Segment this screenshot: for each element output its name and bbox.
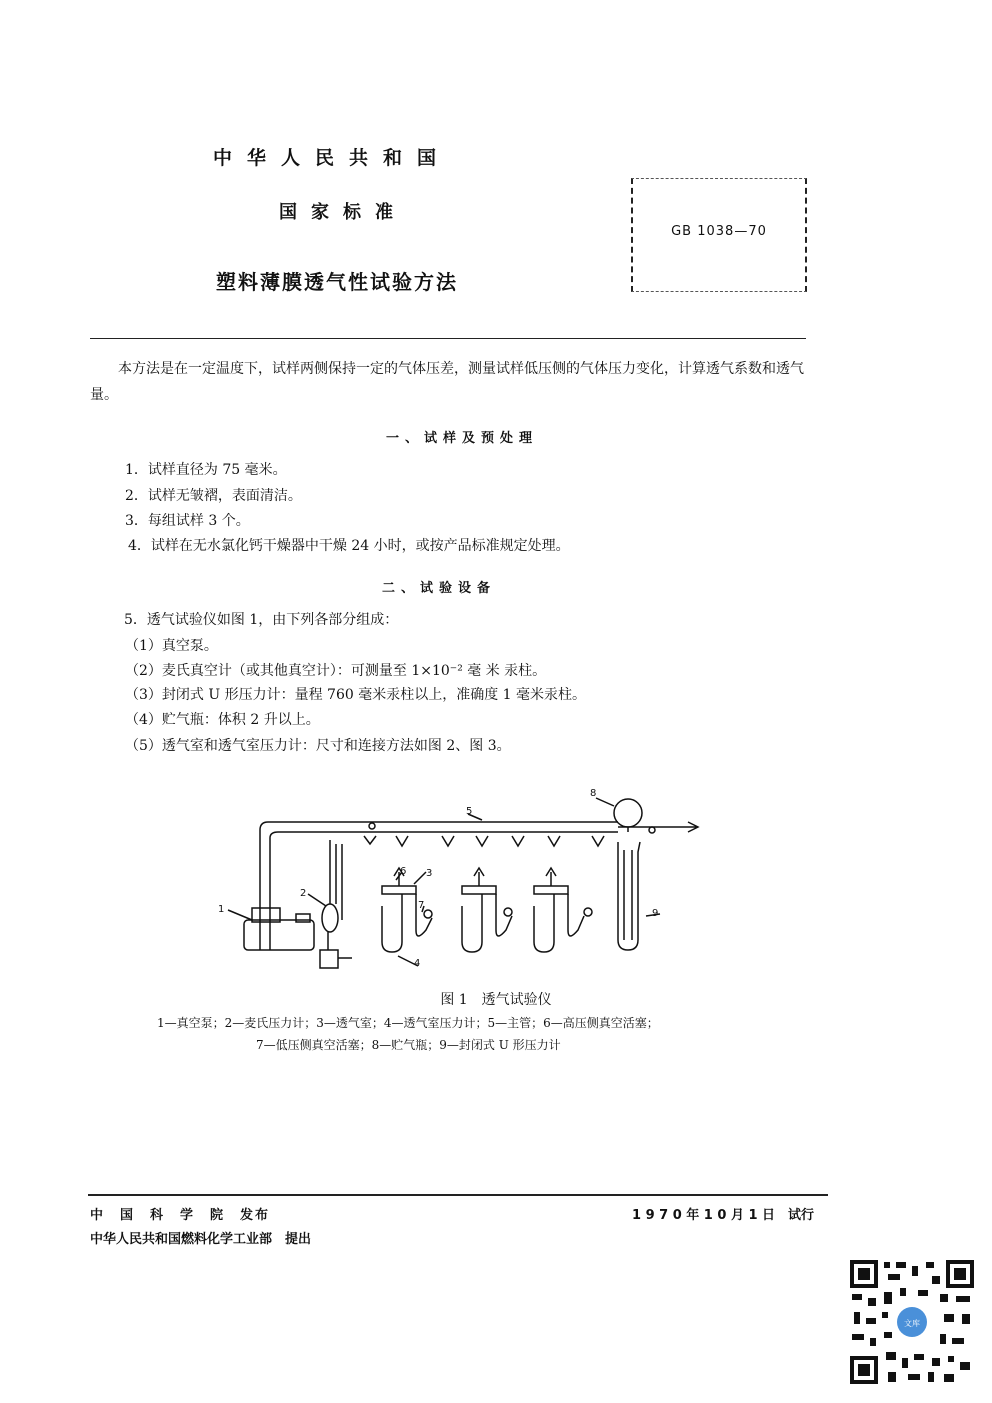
diagram-label-9: 9 xyxy=(652,908,659,919)
figure-caption: 图 1 透气试验仪 xyxy=(440,992,552,1008)
document-title: 塑料薄膜透气性试验方法 xyxy=(216,270,458,294)
list-item: （4）贮气瓶：体积 2 升以上。 xyxy=(125,712,320,728)
footer-divider xyxy=(88,1194,828,1196)
section-heading-2: 二、试验设备 xyxy=(382,581,497,596)
trial-date: 1 9 7 0 年 1 0 月 1 日 试行 xyxy=(632,1208,815,1223)
permeation-cell-1 xyxy=(382,868,432,952)
section-heading-1: 一、试样及预处理 xyxy=(386,431,539,446)
permeation-cell-2 xyxy=(462,868,512,952)
diagram-label-4: 4 xyxy=(414,958,421,969)
diagram-label-2: 2 xyxy=(300,888,307,899)
diagram-label-8: 8 xyxy=(590,788,597,799)
diagram-label-5: 5 xyxy=(466,806,473,817)
diagram-label-7: 7 xyxy=(418,900,425,911)
list-item: 1．试样直径为 75 毫米。 xyxy=(125,462,287,478)
standard-code: GB 1038—70 xyxy=(671,224,767,239)
list-item: （2）麦氏真空计（或其他真空计）：可测量至 1×10⁻² 毫 米 汞柱。 xyxy=(125,663,547,679)
diagram-label-3: 3 xyxy=(426,868,433,879)
list-item: 5．透气试验仪如图 1，由下列各部分组成： xyxy=(124,612,399,628)
diagram-label-6: 6 xyxy=(400,866,407,877)
figure-legend-line-1: 1—真空泵；2—麦氏压力计；3—透气室；4—透气室压力计；5—主管；6—高压侧真空活塞； xyxy=(157,1016,659,1030)
proposing-ministry: 中华人民共和国燃料化学工业部 提出 xyxy=(90,1232,312,1247)
main-pipe-inner xyxy=(270,832,618,950)
vacuum-pump xyxy=(244,920,314,950)
mcleod-gauge xyxy=(322,904,338,932)
reservoir-bulb xyxy=(614,799,642,827)
figure-legend-line-2: 7—低压侧真空活塞；8—贮气瓶；9—封闭式 U 形压力计 xyxy=(256,1038,561,1052)
list-item: 4．试样在无水氯化钙干燥器中干燥 24 小时，或按产品标准规定处理。 xyxy=(128,538,570,554)
apparatus-diagram xyxy=(200,780,720,980)
list-item: （5）透气室和透气室压力计：尺寸和连接方法如图 2、图 3。 xyxy=(125,738,511,754)
standard-code-box xyxy=(631,178,807,292)
qr-code[interactable] xyxy=(848,1258,976,1386)
category-heading: 国家标准 xyxy=(279,202,407,223)
publisher: 中 国 科 学 院 发布 xyxy=(90,1208,271,1223)
header-divider xyxy=(90,338,806,339)
list-item: 3．每组试样 3 个。 xyxy=(125,513,250,529)
qr-badge-label: 文库 xyxy=(904,1319,920,1328)
list-item: 2．试样无皱褶，表面清洁。 xyxy=(125,488,302,504)
list-item: （1）真空泵。 xyxy=(125,638,218,654)
country-heading: 中华人民共和国 xyxy=(213,147,452,169)
list-item: （3）封闭式 U 形压力计：量程 760 毫米汞柱以上，准确度 1 毫米汞柱。 xyxy=(125,687,587,703)
intro-paragraph: 本方法是在一定温度下，试样两侧保持一定的气体压差，测量试样低压侧的气体压力变化，计算透气系数和透气量。 xyxy=(90,361,804,403)
diagram-label-1: 1 xyxy=(218,904,225,915)
closed-u-manometer xyxy=(618,842,640,950)
permeation-cell-3 xyxy=(534,868,592,952)
